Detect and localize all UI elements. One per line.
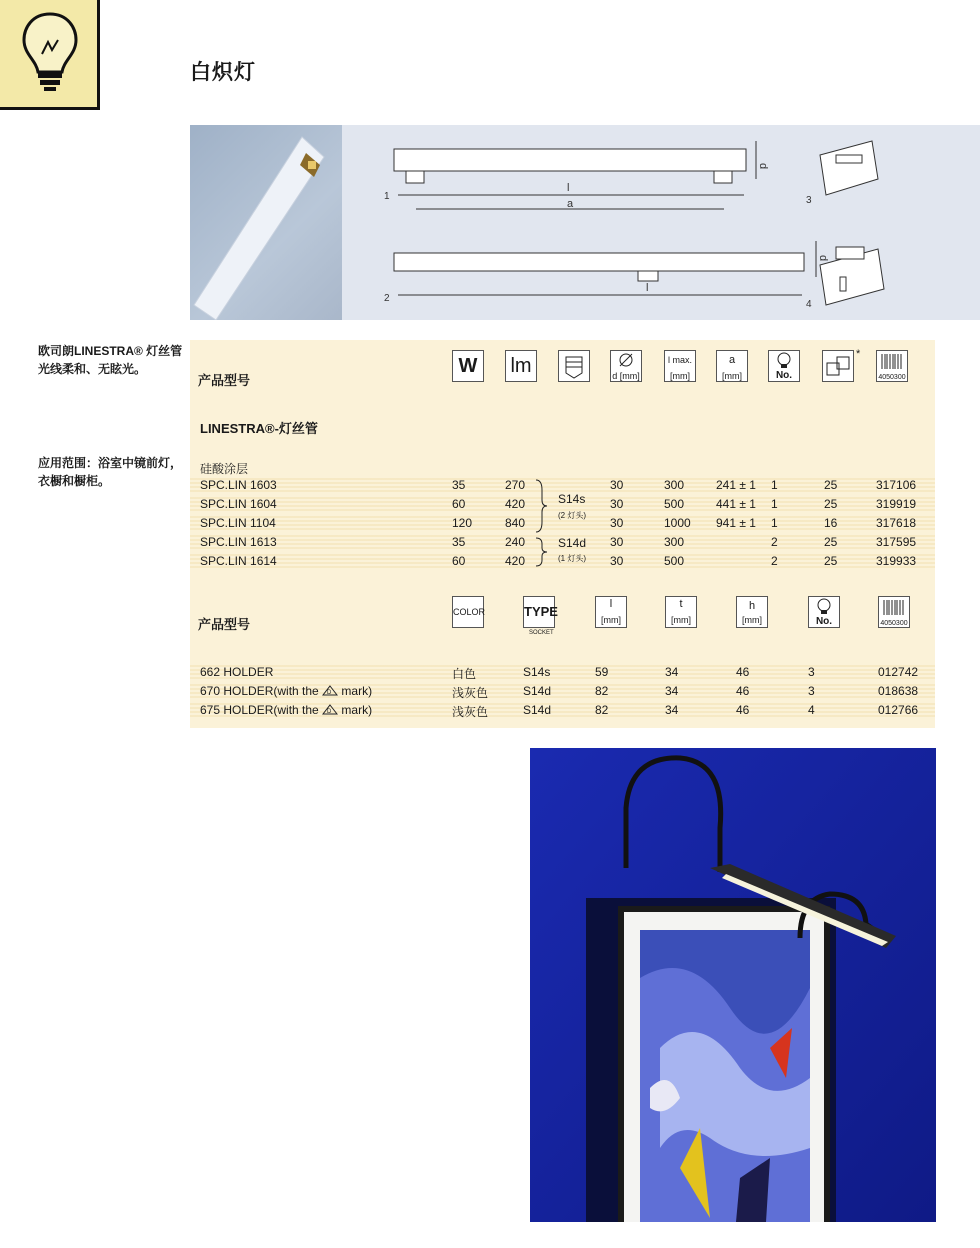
thickness-icon: t [mm] <box>665 596 697 628</box>
length-max-icon: l max. [mm] <box>664 350 696 382</box>
height-icon: h [mm] <box>736 596 768 628</box>
lumen-icon: lm <box>505 350 537 382</box>
fig-1-label: 1 <box>384 191 390 202</box>
diameter-icon: d [mm] <box>610 350 642 382</box>
number-icon: No. <box>808 596 840 628</box>
page-title: 白炽灯 <box>190 61 256 84</box>
dim-d-label-2: d <box>817 255 829 262</box>
length-icon: l [mm] <box>595 596 627 628</box>
application-text: 应用范围：浴室中镜前灯，衣橱和橱柜。 <box>38 456 183 488</box>
dim-a-label: a <box>567 198 574 210</box>
group-title: 硅酸涂层 <box>200 462 249 476</box>
section-title: LINESTRA®-灯丝管 <box>200 421 318 436</box>
side-notes <box>38 342 183 566</box>
product-table-panel: 产品型号 W lm d [mm] l max. [mm] a [mm] No. * 4050300 LINESTRA®-灯丝管 硅酸涂层 SPC.LIN 1603 35 270 30 300 241 ± 1 1 25 317106 SPC.LIN 1604 60 420 30 500 441 ± 1 1 25 319919 SPC.LIN 1104 120 840 30 1000 941 ± 1 1 16 317618 SPC.LIN 1613 35 240 30 300 2 25 317595 SPC.LIN 1614 60 420 30 500 2 25 319933 S14s (2 灯头) S14d (1 灯头) 产品型号 COLOR TYPE SOCKET l [mm] t [mm] h [mm] No. 4050300 662 HOLDER 白色 S14s 59 34 46 3 012742 670 HOLDER(with the D mark) 浅灰色 S14d 82 34 46 3 018638 675 HOLDER(with the D mark) 浅灰色 S14d 82 34 46 4 012766 <box>190 340 935 728</box>
approval-mark-icon <box>322 685 338 696</box>
watt-icon: W <box>452 350 484 382</box>
svg-text:D: D <box>327 709 332 715</box>
table1-label: 产品型号 <box>198 373 251 388</box>
fig-4-label: 4 <box>806 299 812 310</box>
color-icon: COLOR <box>452 596 484 628</box>
table2-label: 产品型号 <box>198 617 251 632</box>
package-footnote-star: * <box>856 348 861 360</box>
figure-number-icon: No. <box>768 350 800 382</box>
socket-s14d-note: (1 灯头) <box>558 554 586 563</box>
dim-l-label-1: l <box>567 182 570 194</box>
spacing-a-icon: a [mm] <box>716 350 748 382</box>
svg-text:D: D <box>327 690 332 696</box>
barcode-icon: 4050300 <box>878 596 910 628</box>
socket-s14s-note: (2 灯头) <box>558 511 586 520</box>
socket-s14s: S14s <box>558 492 586 506</box>
barcode-icon: 4050300 <box>876 350 908 382</box>
technical-drawings <box>342 125 980 320</box>
socket-caption: SOCKET <box>529 630 554 636</box>
light-bulb-icon <box>18 10 82 94</box>
linestra-tube-photo <box>190 125 342 320</box>
intro-text: 欧司朗LINESTRA® 灯丝管光线柔和、无眩光。 <box>38 344 183 376</box>
fig-2-label: 2 <box>384 293 390 304</box>
fig-3-label: 3 <box>806 195 812 206</box>
type-icon: TYPE <box>523 596 555 628</box>
base-icon <box>558 350 590 382</box>
package-icon <box>822 350 854 382</box>
dim-l-label-2: l <box>646 282 649 294</box>
category-bulb-badge <box>0 0 100 110</box>
picture-light-photo <box>530 748 936 1222</box>
row-stripe <box>190 665 935 679</box>
hero-band <box>190 125 980 320</box>
socket-s14d: S14d <box>558 536 587 550</box>
approval-mark-icon <box>322 704 338 715</box>
socket-brace <box>534 478 548 570</box>
dim-d-label-1: d <box>757 163 769 170</box>
